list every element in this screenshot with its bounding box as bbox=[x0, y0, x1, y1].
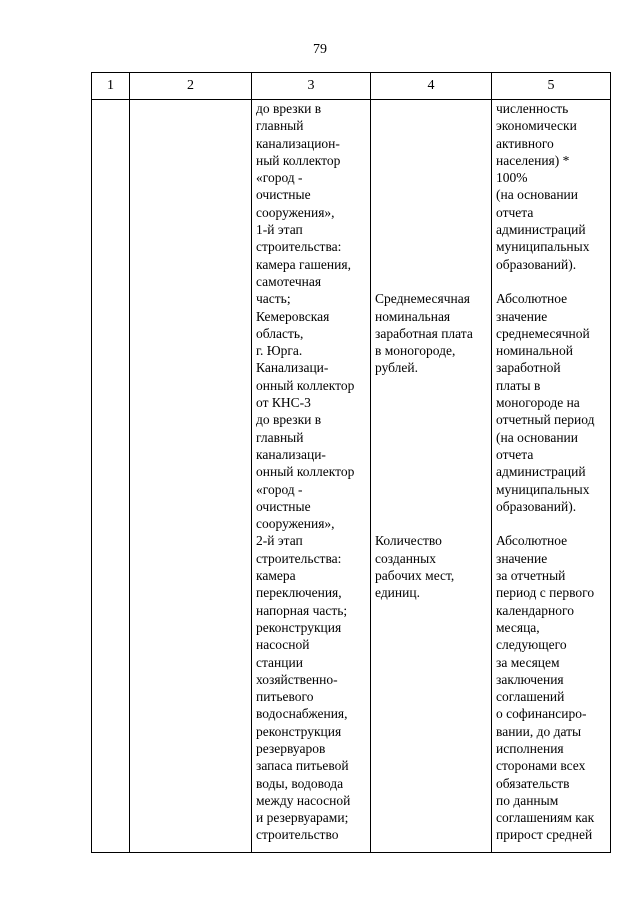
header-col-3: 3 bbox=[252, 73, 371, 100]
description-line: «город - bbox=[256, 481, 303, 497]
description-line: главный bbox=[256, 118, 304, 134]
spacer bbox=[375, 238, 491, 255]
methodology-line: соглашений bbox=[496, 689, 565, 705]
methodology-line: платы в bbox=[496, 377, 541, 393]
description-line: канализацион- bbox=[256, 135, 340, 151]
methodology-line: отчета bbox=[496, 204, 534, 220]
description-line: главный bbox=[256, 429, 304, 445]
indicator-name-line: созданных bbox=[375, 550, 436, 566]
description-line: ный коллектор bbox=[256, 152, 341, 168]
methodology-line: значение bbox=[496, 550, 548, 566]
description-line: от КНС-3 bbox=[256, 395, 311, 411]
spacer bbox=[375, 186, 491, 203]
methodology-line: следующего bbox=[496, 637, 567, 653]
description-line: питьевого bbox=[256, 689, 314, 705]
cell-col-4 bbox=[371, 100, 492, 853]
spacer bbox=[375, 135, 491, 152]
spacer bbox=[375, 152, 491, 169]
description-line: онный коллектор bbox=[256, 377, 355, 393]
page-number: 79 bbox=[313, 42, 327, 57]
spacer bbox=[496, 515, 610, 532]
spacer bbox=[375, 377, 491, 394]
description-line: водоснабжения, bbox=[256, 706, 348, 722]
indicator-name-line: рабочих мест, bbox=[375, 568, 455, 584]
description-line: хозяйственно- bbox=[256, 671, 338, 687]
description-line: между насосной bbox=[256, 792, 351, 808]
methodology-line: по данным bbox=[496, 792, 559, 808]
indicator-name-line: номинальная bbox=[375, 308, 451, 324]
methodology-line: муниципальных bbox=[496, 481, 590, 497]
methodology-line: календарного bbox=[496, 602, 574, 618]
methodology-line: 100% bbox=[496, 170, 528, 186]
cell-col-1 bbox=[92, 100, 130, 853]
methodology-line: о софинансиро- bbox=[496, 706, 587, 722]
description-line: область, bbox=[256, 325, 304, 341]
description-line: 2-й этап bbox=[256, 533, 303, 549]
description-line: самотечная bbox=[256, 273, 322, 289]
methodology-line: исполнения bbox=[496, 740, 564, 756]
spacer bbox=[375, 394, 491, 411]
methodology-line: Абсолютное bbox=[496, 291, 568, 307]
description-line: строительство bbox=[256, 827, 339, 843]
methodology-line: за месяцем bbox=[496, 654, 560, 670]
spacer bbox=[375, 117, 491, 134]
indicator-name-line: Количество bbox=[375, 533, 442, 549]
description-line: Канализаци- bbox=[256, 360, 329, 376]
methodology-line: моногороде на bbox=[496, 395, 580, 411]
methodology-line: муниципальных bbox=[496, 239, 590, 255]
methodology-line: период с первого bbox=[496, 585, 595, 601]
description-line: запаса питьевой bbox=[256, 758, 349, 774]
methodology-line: экономически bbox=[496, 118, 577, 134]
header-col-1: 1 bbox=[92, 73, 130, 100]
spacer bbox=[375, 169, 491, 186]
methodology-line: Абсолютное bbox=[496, 533, 568, 549]
header-col-4: 4 bbox=[371, 73, 492, 100]
methodology-line: обязательств bbox=[496, 775, 570, 791]
cell-col-2 bbox=[130, 100, 252, 853]
description-line: Кемеровская bbox=[256, 308, 330, 324]
cell-col-3 bbox=[252, 100, 371, 853]
spacer bbox=[375, 481, 491, 498]
methodology-line: (на основании bbox=[496, 429, 579, 445]
description-line: часть; bbox=[256, 291, 291, 307]
methodology-line: администраций bbox=[496, 464, 586, 480]
description-line: сооружения», bbox=[256, 516, 335, 532]
methodology-line: прирост средней bbox=[496, 827, 593, 843]
spacer bbox=[375, 204, 491, 221]
spacer bbox=[375, 446, 491, 463]
description-line: сооружения», bbox=[256, 204, 335, 220]
methodology-line: за отчетный bbox=[496, 568, 566, 584]
indicator-name-line: рублей. bbox=[375, 360, 419, 376]
description-line: г. Юрга. bbox=[256, 343, 303, 359]
description-line: реконструкция bbox=[256, 619, 342, 635]
methodology-line: (на основании bbox=[496, 187, 579, 203]
description-line: канализаци- bbox=[256, 446, 326, 462]
methodology-line: значение bbox=[496, 308, 548, 324]
header-col-2: 2 bbox=[130, 73, 252, 100]
indicator-name-line: единиц. bbox=[375, 585, 420, 601]
methodology-line: населения) * bbox=[496, 152, 570, 168]
description-line: до врезки в bbox=[256, 412, 322, 428]
spacer bbox=[375, 256, 491, 273]
description-line: резервуаров bbox=[256, 740, 326, 756]
description-line: очистные bbox=[256, 187, 311, 203]
spacer bbox=[375, 463, 491, 480]
indicator-names bbox=[375, 100, 491, 602]
methodology-line: заключения bbox=[496, 671, 564, 687]
methodology-line: соглашениям как bbox=[496, 810, 595, 826]
indicator-name-line: в моногороде, bbox=[375, 343, 456, 359]
event-description bbox=[256, 100, 370, 844]
spacer bbox=[375, 411, 491, 428]
indicator-name-line: Среднемесячная bbox=[375, 291, 470, 307]
table-header-row bbox=[92, 73, 611, 100]
indicator-methodology bbox=[496, 100, 610, 844]
spacer bbox=[375, 100, 491, 117]
description-line: камера гашения, bbox=[256, 256, 351, 272]
description-line: воды, водовода bbox=[256, 775, 344, 791]
description-line: реконструкция bbox=[256, 723, 342, 739]
description-line: онный коллектор bbox=[256, 464, 355, 480]
methodology-line: месяца, bbox=[496, 619, 540, 635]
methodology-line: администраций bbox=[496, 222, 586, 238]
description-line: до врезки в bbox=[256, 101, 322, 116]
description-line: и резервуарами; bbox=[256, 810, 349, 826]
spacer bbox=[375, 498, 491, 515]
methodology-line: отчета bbox=[496, 446, 534, 462]
methodology-line: заработной bbox=[496, 360, 561, 376]
indicator-name-line: заработная плата bbox=[375, 325, 473, 341]
description-line: «город - bbox=[256, 170, 303, 186]
cell-col-5 bbox=[492, 100, 611, 853]
methodology-line: среднемесячной bbox=[496, 325, 590, 341]
spacer bbox=[375, 429, 491, 446]
description-line: камера bbox=[256, 568, 296, 584]
spacer bbox=[375, 221, 491, 238]
description-line: переключения, bbox=[256, 585, 342, 601]
methodology-line: численность bbox=[496, 101, 569, 116]
description-line: строительства: bbox=[256, 550, 342, 566]
description-line: напорная часть; bbox=[256, 602, 348, 618]
methodology-line: номинальной bbox=[496, 343, 573, 359]
methodology-line: сторонами всех bbox=[496, 758, 586, 774]
spacer bbox=[375, 273, 491, 290]
description-line: очистные bbox=[256, 498, 311, 514]
description-line: строительства: bbox=[256, 239, 342, 255]
spacer bbox=[496, 273, 610, 290]
spacer bbox=[375, 515, 491, 532]
description-line: станции bbox=[256, 654, 303, 670]
methodology-line: вании, до даты bbox=[496, 723, 582, 739]
methodology-line: активного bbox=[496, 135, 554, 151]
methodology-line: образований). bbox=[496, 498, 577, 514]
methodology-line: образований). bbox=[496, 256, 577, 272]
indicator-table bbox=[91, 72, 611, 853]
header-col-5: 5 bbox=[492, 73, 611, 100]
table-row bbox=[92, 100, 611, 853]
description-line: 1-й этап bbox=[256, 222, 303, 238]
description-line: насосной bbox=[256, 637, 310, 653]
methodology-line: отчетный период bbox=[496, 412, 595, 428]
